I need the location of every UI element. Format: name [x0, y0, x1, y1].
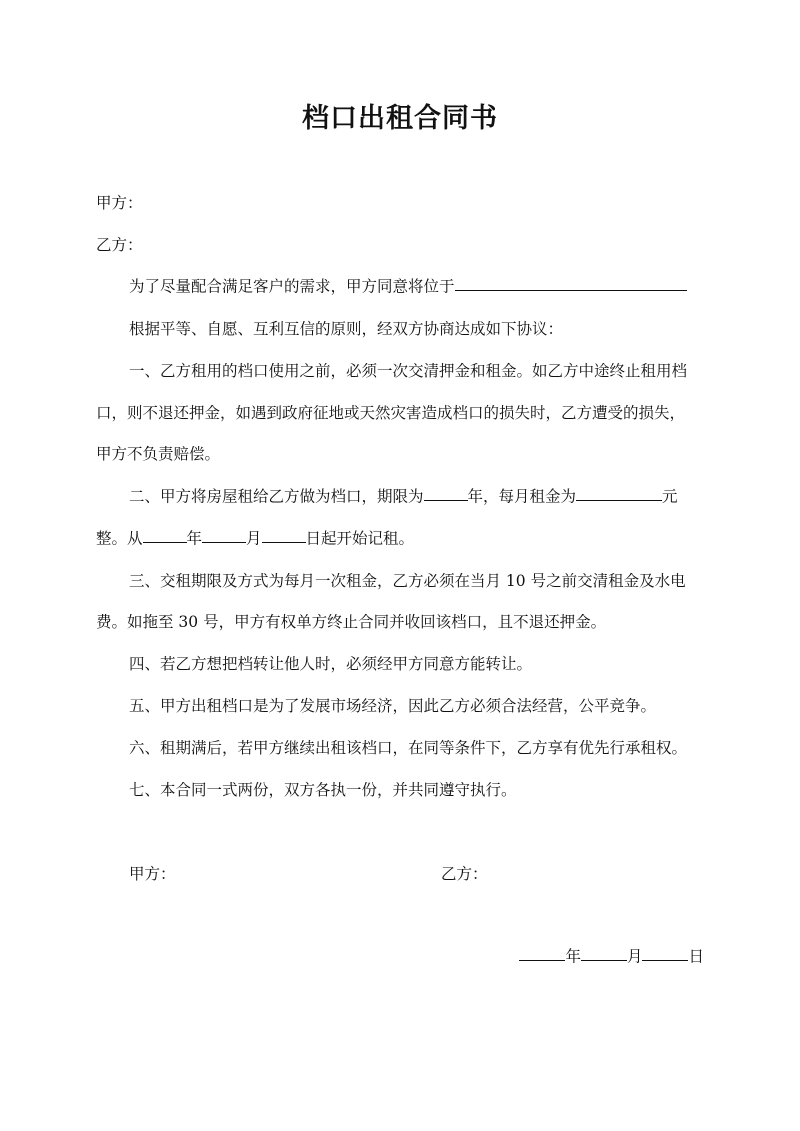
intro-text: 为了尽量配合满足客户的需求，甲方同意将位于 — [129, 277, 455, 296]
clause2-term-text: 二、甲方将房屋租给乙方做为档口，期限为 — [129, 487, 424, 506]
start-month-blank — [202, 526, 246, 543]
clause1-line3: 甲方不负责赔偿。 — [96, 445, 221, 463]
clause2-year-text: 年 — [186, 529, 203, 548]
clause2-from-text: 整。从 — [96, 529, 143, 548]
location-blank — [455, 274, 687, 291]
clause2-currency-text: 元 — [662, 487, 678, 506]
clause3-line2: 费。如拖至 30 号，甲方有权单方终止合同并收回该档口，且不退还押金。 — [96, 613, 607, 631]
sign-day-label: 日 — [688, 947, 704, 966]
sign-month-label: 月 — [626, 947, 643, 966]
clause2-rent-text: 年，每月租金为 — [467, 487, 577, 506]
start-day-blank — [262, 526, 306, 543]
clause5: 五、甲方出租档口是为了发展市场经济，因此乙方必须合法经营，公平竞争。 — [129, 697, 657, 715]
sign-month-blank — [581, 944, 627, 961]
party-b-label: 乙方： — [96, 236, 143, 254]
clause6: 六、租期满后，若甲方继续出租该档口，在同等条件下，乙方享有优先行承租权。 — [129, 739, 688, 757]
sign-day-blank — [642, 944, 688, 961]
clause2-month-text: 月 — [246, 529, 262, 548]
term-years-blank — [424, 484, 468, 501]
signature-party-a: 甲方： — [129, 865, 176, 883]
principle-paragraph: 根据平等、自愿、互利互信的原则，经双方协商达成如下协议： — [129, 320, 564, 338]
clause4: 四、若乙方想把档转让他人时，必须经甲方同意方能转让。 — [129, 655, 533, 673]
clause2-line2 — [96, 526, 716, 548]
signing-date — [519, 944, 704, 966]
signature-party-b: 乙方： — [441, 865, 488, 883]
monthly-rent-blank — [576, 484, 662, 501]
intro-paragraph — [129, 274, 749, 296]
clause2-line1 — [129, 484, 749, 506]
clause3-line1: 三、交租期限及方式为每月一次租金，乙方必须在当月 10 号之前交清租金及水电 — [129, 572, 686, 590]
clause7: 七、本合同一式两份，双方各执一份，并共同遵守执行。 — [129, 781, 517, 799]
sign-year-blank — [519, 944, 565, 961]
sign-year-label: 年 — [565, 947, 581, 966]
start-year-blank — [143, 526, 187, 543]
clause2-day-text: 日起开始记租。 — [305, 529, 415, 548]
party-a-label: 甲方： — [96, 194, 143, 212]
document-title: 档口出租合同书 — [302, 103, 498, 134]
clause1-line2: 口，则不退还押金，如遇到政府征地或天然灾害造成档口的损失时，乙方遭受的损失， — [96, 404, 686, 422]
clause1-line1: 一、乙方租用的档口使用之前，必须一次交清押金和租金。如乙方中途终止租用档 — [129, 362, 688, 380]
